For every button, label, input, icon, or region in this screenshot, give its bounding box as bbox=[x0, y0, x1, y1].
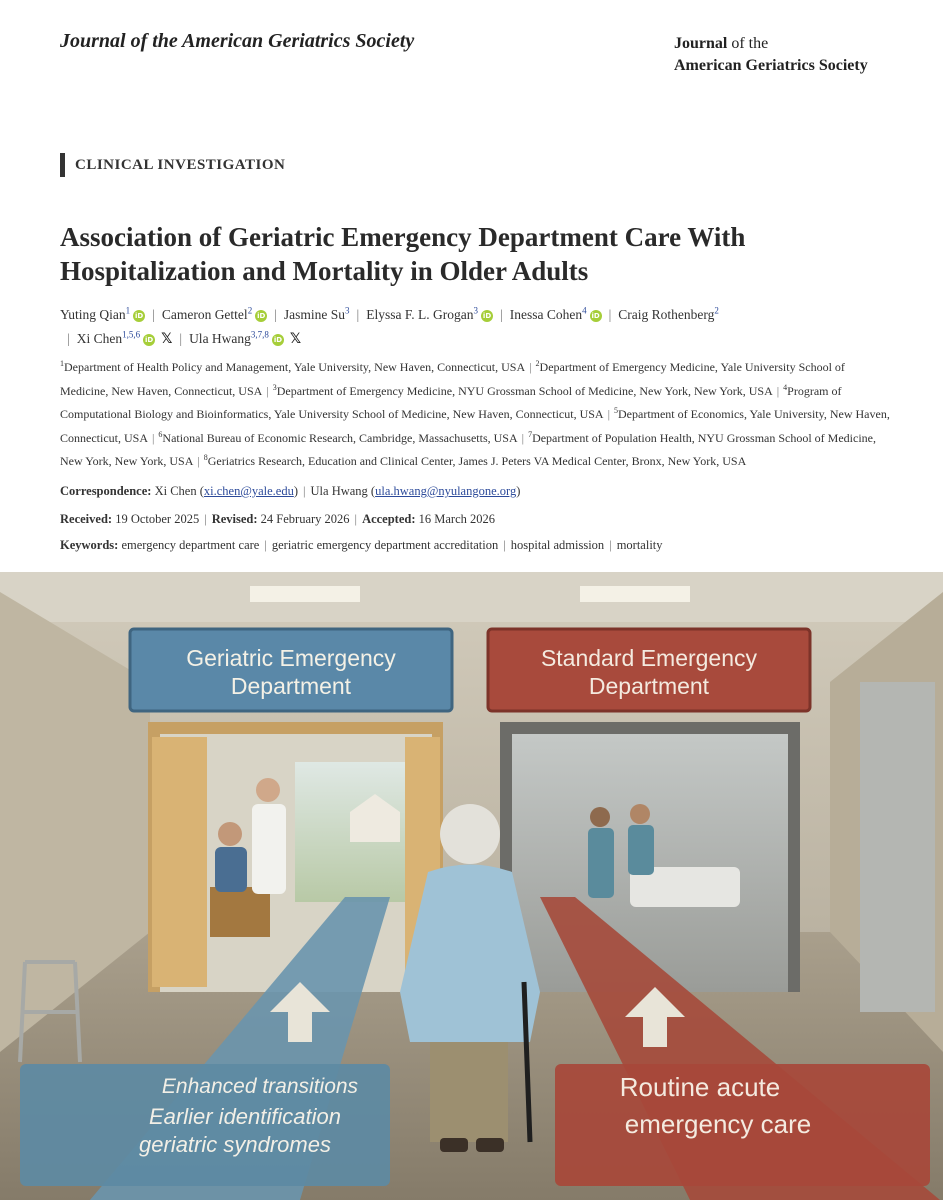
author-separator: | bbox=[608, 306, 612, 322]
author-name[interactable]: Craig Rothenberg bbox=[618, 306, 715, 322]
keyword-separator: | bbox=[503, 538, 506, 552]
affiliation-number: 5 bbox=[614, 406, 618, 416]
affiliation-separator: | bbox=[529, 360, 532, 374]
author-item bbox=[77, 331, 173, 346]
journal-name: Journal of the American Geriatrics Society bbox=[60, 30, 415, 52]
affiliation-text: Department of Population Health, NYU Grossman School of Medicine, New York, New York, USA bbox=[60, 430, 876, 469]
author-item bbox=[189, 331, 301, 346]
author-item bbox=[284, 307, 350, 322]
older-adult-trousers bbox=[430, 1042, 508, 1142]
affiliation-number: 7 bbox=[528, 429, 533, 439]
nurse-2-body bbox=[628, 825, 654, 875]
floor-left-line-3: geriatric syndromes bbox=[139, 1132, 331, 1157]
revised-label: Revised: bbox=[211, 512, 258, 526]
received-label: Received: bbox=[60, 512, 113, 526]
author-name[interactable]: Inessa Cohen bbox=[509, 306, 583, 322]
nurse-body bbox=[588, 828, 614, 898]
journal-logo-line2: American Geriatrics Society bbox=[674, 57, 868, 74]
standard-sign-line-2: Department bbox=[588, 673, 710, 699]
received-date: 19 October 2025 bbox=[115, 512, 200, 526]
orcid-icon[interactable]: iD bbox=[482, 311, 492, 320]
nurse-head bbox=[590, 807, 610, 827]
older-adult-head bbox=[440, 804, 500, 864]
journal-logo-word1: Journal bbox=[674, 35, 728, 52]
accepted-label: Accepted: bbox=[362, 512, 416, 526]
doctor-coat bbox=[252, 804, 286, 894]
section-label: CLINICAL INVESTIGATION bbox=[60, 153, 285, 177]
geriatric-sign-line-1: Geriatric Emergency bbox=[186, 645, 396, 671]
x-social-icon[interactable]: 𝕏 bbox=[289, 331, 302, 347]
affiliation-text: Department of Economics, Yale University, New Haven, Connecticut, USA bbox=[60, 407, 890, 445]
author-name[interactable]: Jasmine Su bbox=[283, 306, 346, 322]
author-name[interactable]: Ula Hwang bbox=[189, 331, 251, 346]
author-name[interactable]: Cameron Gettel bbox=[161, 306, 248, 322]
article-dates: Received: 19 October 2025 | Revised: 24 February 2026 | Accepted: 16 March 2026 bbox=[60, 512, 496, 526]
nurse-2-head bbox=[630, 804, 650, 824]
author-affiliation-sup: 1 bbox=[125, 305, 131, 315]
affiliation-number: 1 bbox=[60, 359, 64, 368]
affiliation-text: Department of Emergency Medicine, Yale University School of Medicine, New Haven, Connecticut, USA bbox=[60, 360, 845, 398]
author-affiliation-sup: 2 bbox=[247, 305, 253, 315]
graphical-abstract bbox=[0, 572, 943, 1200]
standard-sign-line-1: Standard Emergency bbox=[540, 645, 758, 671]
keyword-separator: | bbox=[609, 538, 612, 552]
keyword-separator: | bbox=[264, 538, 267, 552]
author-affiliation-sup: 3,7,8 bbox=[250, 329, 269, 340]
accepted-date: 16 March 2026 bbox=[418, 512, 496, 526]
keyword-item: mortality bbox=[616, 538, 663, 552]
author-name[interactable]: Yuting Qian bbox=[60, 306, 126, 322]
affiliation-text: Department of Emergency Medicine, NYU Grossman School of Medicine, New York, New York, USA bbox=[276, 383, 773, 398]
author-separator: | bbox=[356, 306, 360, 322]
orcid-icon[interactable]: iD bbox=[144, 336, 154, 344]
orcid-icon[interactable]: iD bbox=[273, 336, 283, 344]
keywords bbox=[60, 538, 890, 553]
keyword-item: geriatric emergency department accreditation bbox=[271, 538, 499, 552]
x-social-icon[interactable]: 𝕏 bbox=[161, 331, 173, 347]
orcid-icon[interactable]: iD bbox=[257, 311, 266, 320]
seated-patient-head bbox=[218, 822, 242, 846]
affiliation-separator: | bbox=[521, 430, 525, 445]
affiliation-text: Geriatrics Research, Education and Clinical Center, James J. Peters VA Medical Center, Bronx, New York, USA bbox=[207, 454, 747, 469]
floor-right-line-1: Routine acute bbox=[619, 1072, 781, 1102]
ceiling-light-1 bbox=[250, 586, 360, 602]
author-name[interactable]: Elyssa F. L. Grogan bbox=[366, 306, 474, 322]
journal-logo-word2: of the bbox=[727, 35, 769, 52]
geriatric-sign-line-2: Department bbox=[230, 673, 352, 699]
right-side-room bbox=[860, 682, 935, 1012]
correspondence-name-1: Xi Chen bbox=[154, 484, 197, 498]
affiliation-number: 2 bbox=[535, 359, 540, 368]
orcid-icon[interactable]: iD bbox=[591, 311, 600, 320]
affiliation-separator: | bbox=[152, 430, 155, 445]
author-item bbox=[162, 307, 267, 322]
affiliation-text: Department of Health Policy and Management, Yale University, New Haven, Connecticut, USA bbox=[64, 360, 526, 374]
revised-date: 24 February 2026 bbox=[260, 512, 350, 526]
affiliation-number: 4 bbox=[783, 382, 788, 392]
author-name[interactable]: Xi Chen bbox=[76, 331, 123, 346]
author-item bbox=[510, 307, 602, 322]
author-item bbox=[618, 307, 719, 322]
author-separator: | bbox=[152, 306, 155, 322]
email-link-1[interactable]: xi.chen@yale.edu bbox=[203, 484, 294, 498]
seated-patient-body bbox=[215, 847, 247, 892]
journal-logo bbox=[674, 33, 868, 77]
older-adult-shoe-right bbox=[476, 1138, 504, 1152]
author-affiliation-sup: 1,5,6 bbox=[122, 329, 141, 340]
correspondence-label: Correspondence: bbox=[60, 484, 152, 498]
affiliation-number: 3 bbox=[272, 382, 277, 392]
author-affiliation-sup: 3 bbox=[345, 305, 350, 315]
affiliation-separator: | bbox=[607, 407, 610, 422]
author-separator: | bbox=[67, 331, 70, 346]
ceiling-light-2 bbox=[580, 586, 690, 602]
correspondence: Correspondence: Xi Chen (xi.chen@yale.edu) | Ula Hwang (ula.hwang@nyulangone.org) bbox=[60, 484, 521, 498]
author-separator: | bbox=[179, 331, 183, 346]
affiliation-separator: | bbox=[197, 454, 200, 469]
older-adult-shoe-left bbox=[440, 1138, 468, 1152]
author-affiliation-sup: 2 bbox=[714, 305, 719, 315]
affiliation-list bbox=[60, 354, 890, 472]
keywords-label: Keywords: bbox=[60, 538, 119, 552]
left-door-panel bbox=[152, 737, 207, 987]
keyword-item: emergency department care bbox=[121, 538, 260, 552]
affiliation-separator: | bbox=[266, 383, 269, 398]
affiliation-text: Program of Computational Biology and Bioinformatics, Yale University School of Medicine, New Haven, Connecticut, USA bbox=[60, 383, 842, 422]
floor-left-line-2: Earlier identification bbox=[149, 1104, 341, 1129]
email-link-2[interactable]: ula.hwang@nyulangone.org bbox=[375, 484, 517, 498]
article-title: Association of Geriatric Emergency Department Care With Hospitalization and Mortality in Older Adults bbox=[60, 222, 746, 286]
floor-right-line-2: emergency care bbox=[624, 1109, 812, 1139]
author-list bbox=[60, 300, 890, 350]
affiliation-number: 8 bbox=[203, 453, 208, 463]
affiliation-text: National Bureau of Economic Research, Cambridge, Massachusetts, USA bbox=[162, 430, 518, 445]
correspondence-name-2: Ula Hwang bbox=[310, 484, 368, 498]
author-separator: | bbox=[500, 306, 503, 322]
floor-left-line-1: Enhanced transitions bbox=[161, 1075, 359, 1098]
author-separator: | bbox=[274, 306, 277, 322]
waiting-chair bbox=[210, 887, 270, 937]
author-affiliation-sup: 4 bbox=[582, 305, 587, 315]
orcid-icon[interactable]: iD bbox=[135, 311, 144, 320]
author-item bbox=[60, 307, 145, 322]
journal-header bbox=[0, 0, 943, 140]
affiliation-number: 6 bbox=[158, 429, 163, 439]
author-affiliation-sup: 3 bbox=[473, 305, 479, 315]
affiliation-separator: | bbox=[776, 383, 780, 398]
doctor-head bbox=[256, 778, 280, 802]
author-item bbox=[366, 307, 493, 322]
keyword-item: hospital admission bbox=[510, 538, 605, 552]
